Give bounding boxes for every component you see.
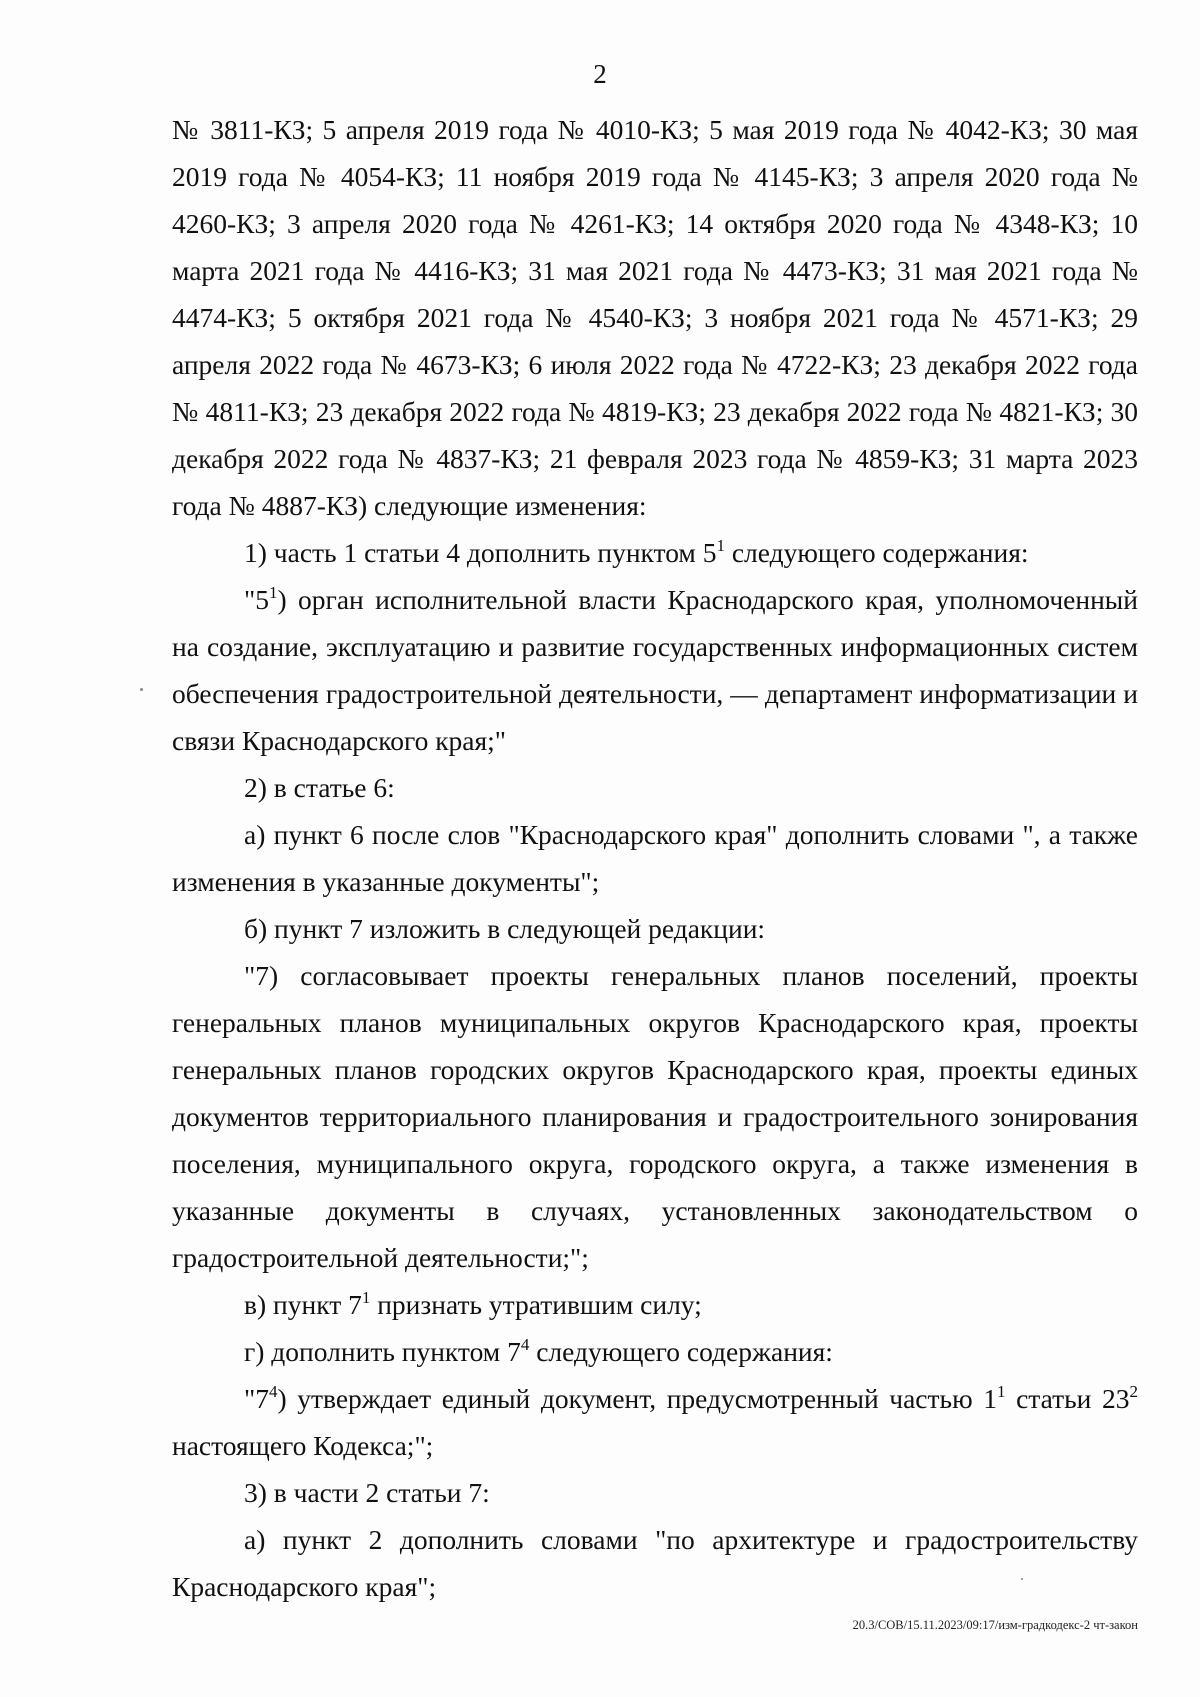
superscript: 1: [716, 536, 725, 555]
paragraph-item-7-4: [172, 1375, 1138, 1469]
text-span: г) дополнить пунктом 7: [244, 1336, 521, 1367]
text-span: признать утратившим силу;: [370, 1289, 702, 1320]
scan-speck: [1021, 1578, 1023, 1580]
document-body: [172, 106, 1138, 1610]
paragraph-item-2v: [172, 1281, 1138, 1328]
text-span: статьи 23: [1005, 1383, 1130, 1414]
paragraph-item-2b: б) пункт 7 изложить в следующей редакции:: [244, 913, 766, 944]
text-span: настоящего Кодекса;";: [172, 1430, 434, 1461]
text-span: ) орган исполнительной власти Краснодарского края, уполномоченный на создание, эксплуатацию и развитие государственных информационных систем обеспечения градостроительной деятельности, — департамент информатизации и связи Краснодарского края;": [172, 584, 1138, 756]
paragraph-item-2g: [172, 1328, 1138, 1375]
paragraph-item-1: [172, 529, 1138, 576]
page-number: 2: [593, 59, 607, 89]
paragraph-item-3: 3) в части 2 статьи 7:: [244, 1477, 490, 1508]
paragraph-item-3a: а) пункт 2 дополнить словами "по архитектуре и градостроительству Краснодарского края";: [172, 1524, 1138, 1602]
paragraph-item-2a: а) пункт 6 после слов "Краснодарского края" дополнить словами ", а также изменения в указанные документы";: [172, 819, 1138, 897]
paragraph-item-7: "7) согласовывает проекты генеральных планов поселений, проекты генеральных планов муниципальных округов Краснодарского края, проекты генеральных планов городских округов Краснодарского края, проекты единых документов территориального планирования и градостроительного зонирования поселения, муниципального округа, городского округа, а также изменения в указанные документы в случаях, установленных законодательством о градостроительной деятельности;";: [172, 960, 1138, 1273]
scan-speck: [140, 688, 143, 691]
superscript: 1: [996, 1382, 1006, 1401]
superscript: 2: [1129, 1382, 1138, 1401]
superscript: 4: [268, 1382, 278, 1401]
paragraph-item-5-1: [172, 576, 1138, 764]
footer-document-code: 20.3/СОВ/15.11.2023/09:17/изм-градкодекс-2 чт-закон: [852, 1618, 1138, 1632]
text-span: следующего содержания:: [529, 1336, 833, 1367]
text-span: следующего содержания:: [724, 537, 1029, 568]
text-span: ) утверждает единый документ, предусмотренный частью 1: [277, 1383, 997, 1414]
superscript: 4: [520, 1335, 530, 1354]
paragraph-item-2: 2) в статье 6:: [244, 772, 395, 803]
text-span: "5: [244, 584, 269, 615]
paragraph-law-list: № 3811-КЗ; 5 апреля 2019 года № 4010-КЗ; 5 мая 2019 года № 4042-КЗ; 30 мая 2019 года № 4054-КЗ; 11 ноября 2019 года № 4145-КЗ; 3 апреля 2020 года № 4260-КЗ; 3 апреля 2020 года № 4261-КЗ; 14 октября 2020 года № 4348-КЗ; 10 марта 2021 года № 4416-КЗ; 31 мая 2021 года № 4473-КЗ; 31 мая 2021 года № 4474-КЗ; 5 октября 2021 года № 4540-КЗ; 3 ноября 2021 года № 4571-КЗ; 29 апреля 2022 года № 4673-КЗ; 6 июля 2022 года № 4722-КЗ; 23 декабря 2022 года № 4811-КЗ; 23 декабря 2022 года № 4819-КЗ; 23 декабря 2022 года № 4821-КЗ; 30 декабря 2022 года № 4837-КЗ; 21 февраля 2023 года № 4859-КЗ; 31 марта 2023 года № 4887-КЗ) следующие изменения:: [172, 114, 1138, 521]
superscript: 1: [268, 583, 278, 602]
text-span: "7: [244, 1383, 269, 1414]
text-span: 1) часть 1 статьи 4 дополнить пунктом 5: [244, 537, 717, 568]
text-span: в) пункт 7: [244, 1289, 362, 1320]
superscript: 1: [361, 1288, 371, 1307]
